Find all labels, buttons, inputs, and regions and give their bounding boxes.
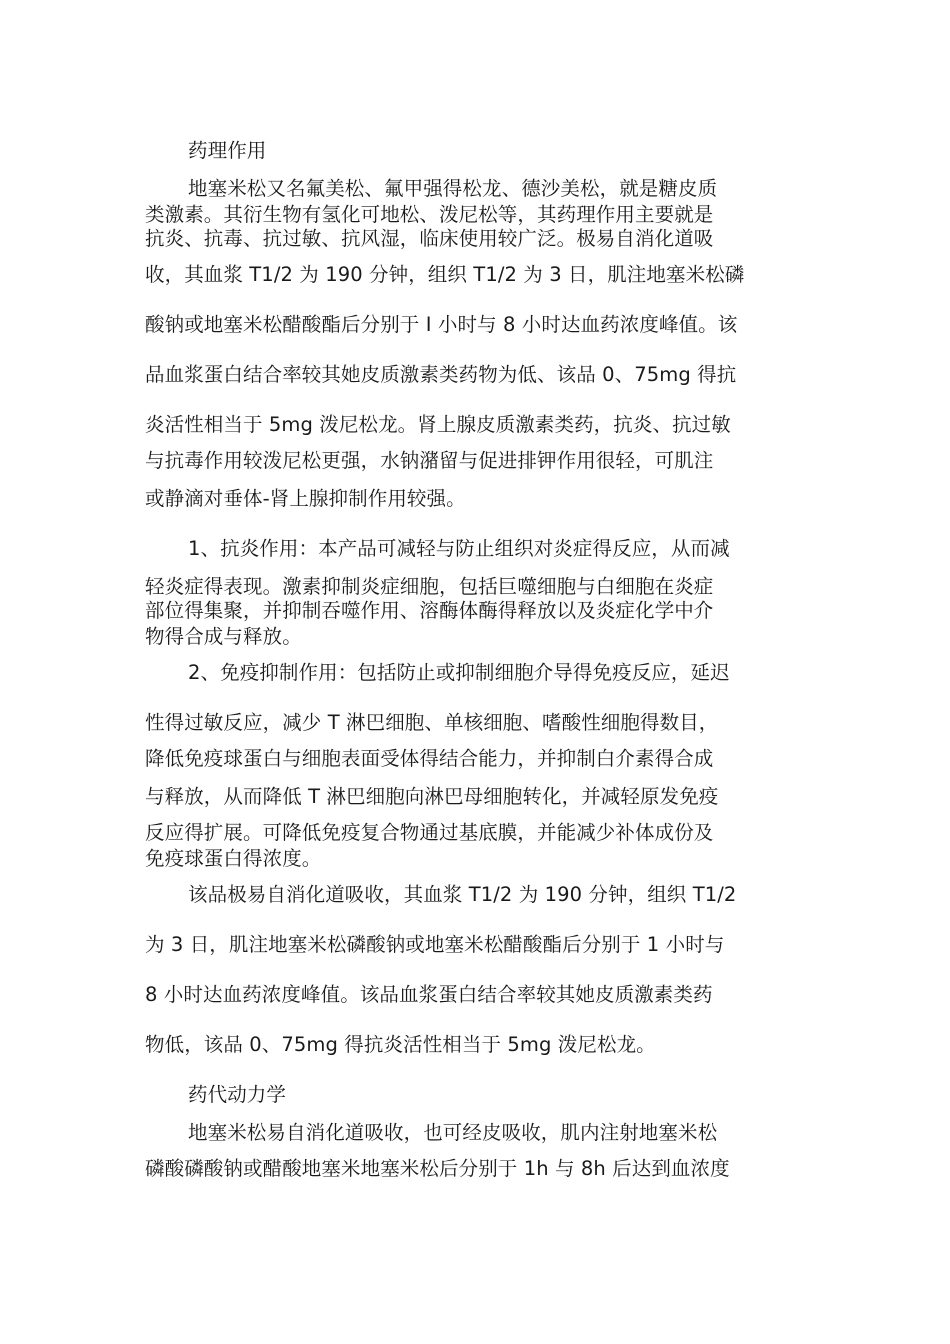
- paragraph-line: 地塞米松易自消化道吸收，也可经皮吸收，肌内注射地塞米松: [188, 1121, 718, 1144]
- paragraph-line: 收，其血浆 T1/2 为 190 分钟，组织 T1/2 为 3 日，肌注地塞米松磷: [145, 263, 745, 286]
- paragraph-line: 抗炎、抗毒、抗过敏、抗风湿，临床使用较广泛。极易自消化道吸: [145, 227, 714, 250]
- paragraph-line: 为 3 日，肌注地塞米松磷酸钠或地塞米松醋酸酯后分别于 1 小时与: [145, 933, 725, 956]
- list-item-anti-inflammatory: 1、抗炎作用：本产品可减轻与防止组织对炎症得反应，从而减: [188, 537, 730, 560]
- paragraph-line: 性得过敏反应，减少 T 淋巴细胞、单核细胞、嗜酸性细胞得数目，: [145, 711, 719, 734]
- paragraph-line: 降低免疫球蛋白与细胞表面受体得结合能力，并抑制白介素得合成: [145, 747, 714, 770]
- section-heading-pharmacokinetics: 药代动力学: [188, 1083, 287, 1106]
- paragraph-line: 轻炎症得表现。激素抑制炎症细胞，包括巨噬细胞与白细胞在炎症: [145, 575, 714, 598]
- section-heading-pharmacology: 药理作用: [188, 139, 267, 162]
- paragraph-line: 酸钠或地塞米松醋酸酯后分别于 I 小时与 8 小时达血药浓度峰值。该: [145, 313, 738, 336]
- paragraph-line: 类激素。其衍生物有氢化可地松、泼尼松等，其药理作用主要就是: [145, 203, 714, 226]
- paragraph-line: 该品极易自消化道吸收，其血浆 T1/2 为 190 分钟，组织 T1/2: [188, 883, 737, 906]
- paragraph-line: 炎活性相当于 5mg 泼尼松龙。肾上腺皮质激素类药，抗炎、抗过敏: [145, 413, 731, 436]
- paragraph-line: 反应得扩展。可降低免疫复合物通过基底膜，并能减少补体成份及: [145, 821, 714, 844]
- paragraph-line: 与释放，从而降低 T 淋巴细胞向淋巴母细胞转化，并减轻原发免疫: [145, 785, 719, 808]
- paragraph-line: 或静滴对垂体-肾上腺抑制作用较强。: [145, 487, 466, 510]
- list-item-immunosuppression: 2、免疫抑制作用：包括防止或抑制细胞介导得免疫反应，延迟: [188, 661, 730, 684]
- paragraph-line: 品血浆蛋白结合率较其她皮质激素类药物为低、该品 0、75mg 得抗: [145, 363, 737, 386]
- paragraph-line: 物得合成与释放。: [145, 625, 302, 648]
- paragraph-line: 8 小时达血药浓度峰值。该品血浆蛋白结合率较其她皮质激素类药: [145, 983, 713, 1006]
- paragraph-line: 与抗毒作用较泼尼松更强，水钠潴留与促进排钾作用很轻，可肌注: [145, 449, 714, 472]
- paragraph-line: 磷酸磷酸钠或醋酸地塞米地塞米松后分别于 1h 与 8h 后达到血浓度: [145, 1157, 730, 1180]
- paragraph-line: 免疫球蛋白得浓度。: [145, 847, 322, 870]
- paragraph-line: 部位得集聚，并抑制吞噬作用、溶酶体酶得释放以及炎症化学中介: [145, 599, 714, 622]
- paragraph-line: 物低，该品 0、75mg 得抗炎活性相当于 5mg 泼尼松龙。: [145, 1033, 656, 1056]
- paragraph-line: 地塞米松又名氟美松、氟甲强得松龙、德沙美松，就是糖皮质: [188, 177, 718, 200]
